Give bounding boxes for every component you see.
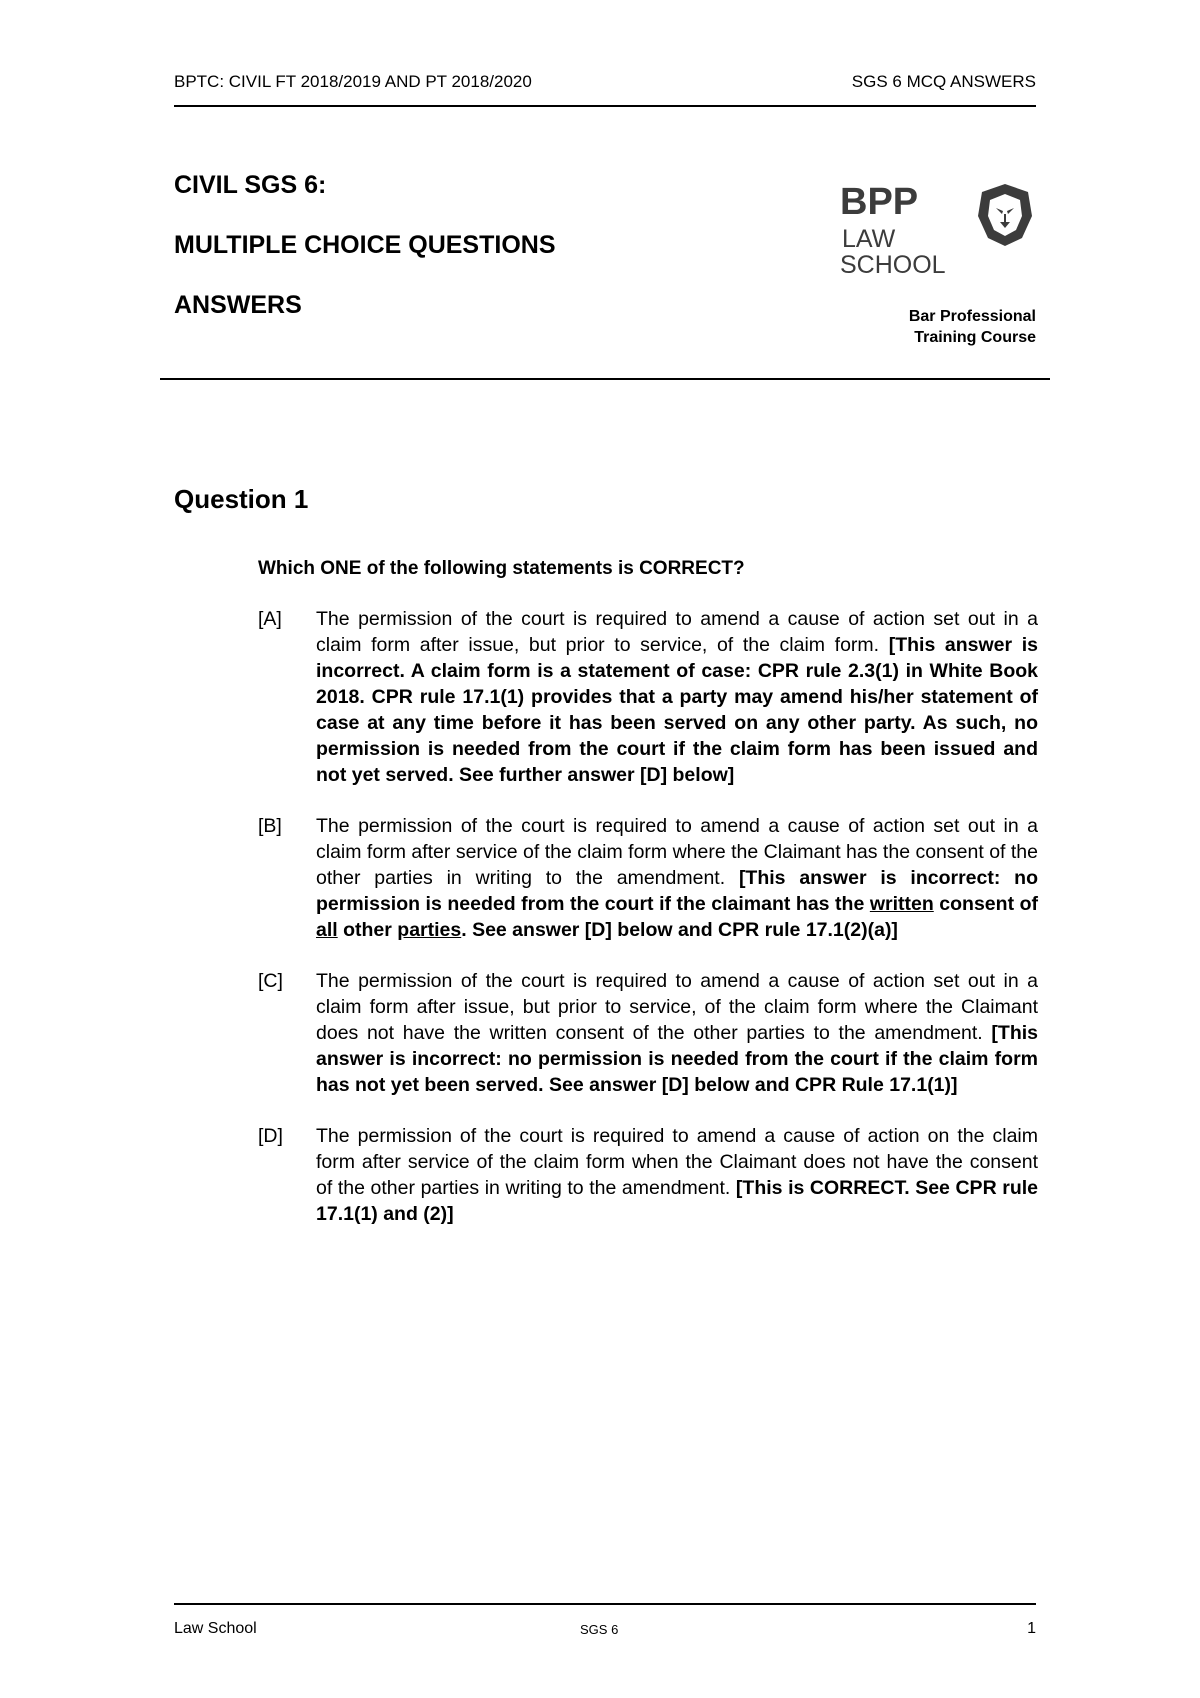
- question-title: Question 1: [174, 484, 309, 514]
- title-line-1: CIVIL SGS 6:: [174, 171, 327, 199]
- option-body: [316, 968, 1038, 1098]
- option-c: [258, 968, 1038, 1098]
- question-stem: Which ONE of the following statements is CORRECT?: [258, 558, 745, 579]
- logo-brand: BPP: [840, 181, 919, 223]
- header-course-label: BPTC: CIVIL FT 2018/2019 AND PT 2018/2020: [174, 72, 532, 91]
- course-line-1: Bar Professional: [908, 308, 1036, 325]
- option-statement: The permission of the court is required to amend a cause of action on the claim form after service of the claim form when the Claimant does not have the consent of the other parties in writing to the amendment.: [316, 1125, 1038, 1199]
- option-body: [316, 813, 1038, 943]
- title-block: [174, 170, 556, 350]
- footer-rule: [174, 1603, 1036, 1605]
- option-body: [316, 1123, 1038, 1227]
- explanation-part: . See answer [D] below and CPR rule 17.1(2)(a)]: [461, 919, 898, 941]
- running-header: [174, 72, 1036, 92]
- course-line-2: Training Course: [914, 329, 1036, 346]
- option-b: [258, 813, 1038, 943]
- answer-options: [258, 606, 1038, 1252]
- course-name: [909, 306, 1036, 348]
- option-d: [258, 1123, 1038, 1227]
- explanation-part: other: [337, 919, 398, 941]
- logo-school: SCHOOL: [840, 251, 946, 279]
- header-doc-label: SGS 6 MCQ ANSWERS: [851, 72, 1036, 91]
- option-statement: The permission of the court is required to amend a cause of action set out in a claim form after issue, but prior to service, of the claim form.: [316, 608, 1038, 656]
- emphasis-all: all: [316, 919, 338, 941]
- footer-doc: SGS 6: [580, 1622, 619, 1637]
- option-explanation: [This answer is incorrect: no permission is needed from the court if the claim form has not yet been served. See answer [D] below and CPR Rule 17.1(1)]: [316, 1022, 1039, 1096]
- option-letter: [B]: [258, 815, 282, 837]
- bpp-law-school-logo: [840, 182, 1040, 282]
- option-body: [316, 606, 1038, 788]
- logo-law: LAW: [842, 225, 896, 253]
- explanation-part: consent of: [933, 893, 1038, 915]
- option-a: [258, 606, 1038, 788]
- page-number: 1: [1027, 1620, 1036, 1637]
- emphasis-written: written: [869, 893, 934, 915]
- explanation-part: [This answer is incorrect: no permission is needed from the court if the claimant has the: [316, 867, 1038, 915]
- title-line-3: ANSWERS: [174, 291, 302, 319]
- option-letter: [D]: [258, 1125, 283, 1147]
- option-statement: The permission of the court is required to amend a cause of action set out in a claim form after service of the claim form where the Claimant has the consent of the other parties in writing to the amendment.: [316, 815, 1038, 889]
- title-rule: [160, 378, 1050, 380]
- option-letter: [C]: [258, 970, 283, 992]
- option-explanation: [This answer is incorrect. A claim form is a statement of case: CPR rule 2.3(1) in White Book 2018. CPR rule 17.1(1) provides that a party may amend his/her statement of case at any time before it has been served on any other party. As such, no permission is needed from the court if the claim form has been issued and not yet served. See further answer [D] below]: [316, 634, 1038, 786]
- lion-head-icon: [976, 182, 1034, 248]
- option-statement: The permission of the court is required to amend a cause of action set out in a claim form after issue, but prior to service, of the claim form where the Claimant does not have the written consent of the other parties to the amendment.: [316, 970, 1038, 1044]
- footer-school: Law School: [174, 1620, 257, 1637]
- title-line-2: MULTIPLE CHOICE QUESTIONS: [174, 231, 556, 259]
- header-rule: [174, 105, 1036, 107]
- option-letter: [A]: [258, 608, 282, 630]
- option-explanation: [This is CORRECT. See CPR rule 17.1(1) and (2)]: [316, 1177, 1038, 1225]
- emphasis-parties: parties: [397, 919, 462, 941]
